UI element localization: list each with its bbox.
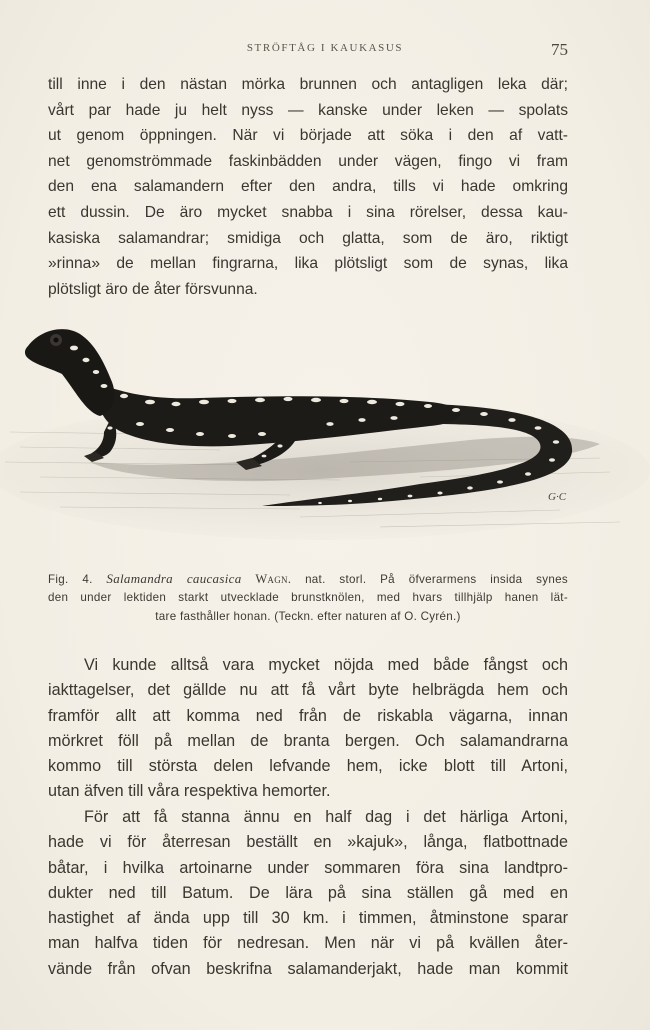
species-author: Wagn. [255,572,292,586]
artist-signature: G·C [548,491,567,503]
figure-label: Fig. 4. [48,573,93,586]
text-line: ett dussin. De äro mycket snabba i sina rörelser, dessa kau- [48,203,568,221]
paragraph-1 [48,72,568,302]
salamander-head [25,329,114,416]
text-line: kommo till största delen lefvande hem, icke blott till Artoni, [48,757,568,776]
salamander-pupil [54,338,59,343]
text-line: »rinna» de mellan fingrarna, lika plötsligt som de synas, lika [48,255,568,273]
text-line: hastighet af ända upp till 30 km. i timmen, åtminstone sparar [48,909,568,928]
paragraph-3 [48,805,568,982]
text-line: framför allt att komma ned från de riskabla vägarna, innan [48,706,568,725]
text-line: plötsligt äro de åter försvunna. [48,280,258,298]
text-line: För att få stanna ännu en half dag i det härliga Artoni, [84,808,568,826]
page-number: 75 [551,40,568,59]
text-line: man halfva tiden för nedresan. Men när vi på kvällen åter- [48,934,568,953]
text-line: dukter ned till Batum. De lära på sina ställen gå med en [48,883,568,902]
text-line: till inne i den nästan mörka brunnen och antagligen leka där; [48,76,568,93]
text-line: vände från ofvan beskrifna salamanderjakt, hade man kommit [48,959,568,978]
figure-caption [48,569,568,626]
text-line: iakttagelser, det gällde nu att få vårt byte helbrägda hem och [48,681,568,700]
running-title: STRÖFTÅG I KAUKASUS [246,42,404,54]
text-line: den ena salamandern efter den andra, tills vi hade omkring [48,178,568,196]
text-line: vårt par hade ju helt nyss — kanske under leken — spolats [48,101,568,119]
caption-line-1-rest: nat. storl. På öfverarmens insida synes [305,573,568,586]
text-line: utan äfven till våra respektiva hemorter. [48,782,331,801]
text-line: mörkret föll på mellan de branta bergen. Och salamandrarna [48,731,568,750]
text-line: Vi kunde alltså vara mycket nöjda med både fångst och [84,656,568,674]
text-line: hade vi för återresan beställt en »kajuk», långa, flatbottnade [48,833,568,852]
paragraph-2 [48,653,568,805]
caption-line-3: tare fasthåller honan. (Teckn. efter naturen af O. Cyrén.) [155,610,461,623]
text-line: båtar, i hvilka artoinarne under sommaren föra sina landtpro- [48,858,568,877]
salamander-illustration [0,312,650,552]
text-line: kasiska salamandrar; smidiga och glatta, som de äro, riktigt [48,229,568,247]
salamander-drawing [0,312,650,552]
caption-line-2: den under lektiden starkt utvecklade brunstknölen, med hvars tillhjälp hanen lät- [48,591,568,604]
text-line: ut genom öppningen. När vi började att söka i den af vatt- [48,127,568,145]
species-name: Salamandra caucasica [106,571,242,586]
caption-line-1 [48,569,568,588]
text-line: net genomströmmade faskinbädden under vägen, fingo vi fram [48,152,568,170]
